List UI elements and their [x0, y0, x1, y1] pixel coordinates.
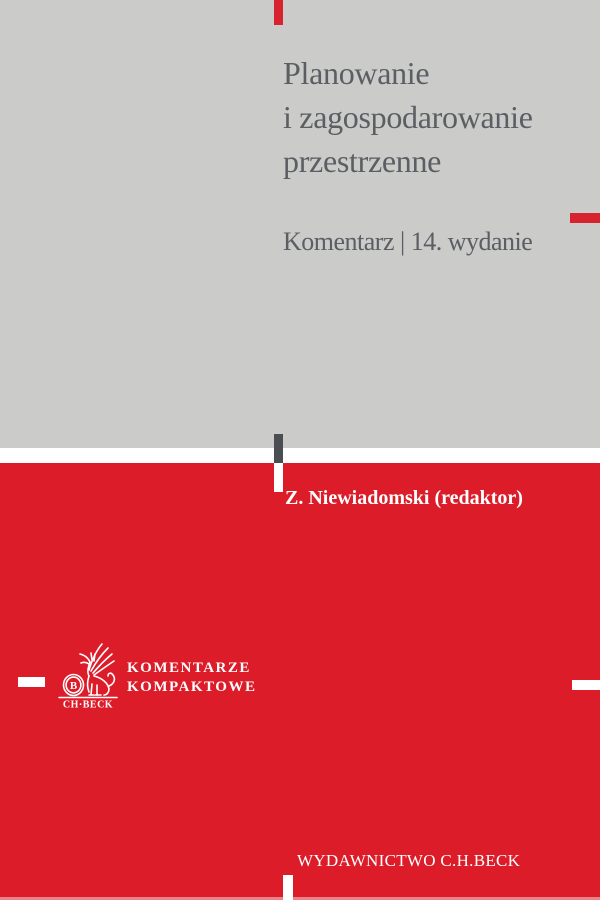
series-badge-line-2: KOMPAKTOWE: [127, 679, 257, 695]
book-title-line-2: i zagospodarowanie: [283, 99, 533, 135]
publisher-footer: WYDAWNICTWO C.H.BECK: [297, 851, 521, 870]
series-badge-line-1: KOMENTARZE: [127, 660, 251, 676]
divider-white-strip: [0, 448, 600, 463]
series-badge: [127, 659, 256, 697]
edition-subtitle: Komentarz | 14. wydanie: [283, 227, 533, 256]
logo-wordmark: CH·BECK: [62, 699, 114, 710]
griffin-icon: [80, 644, 114, 695]
center-divider-bar-white: [274, 463, 283, 492]
logo-monogram: B: [69, 680, 78, 692]
book-title: [283, 51, 533, 183]
chbeck-griffin-logo: [56, 640, 120, 710]
top-accent-bar: [274, 0, 283, 25]
right-edge-dash: [572, 680, 600, 690]
left-edge-dash: [18, 677, 45, 687]
right-accent-dash: [570, 213, 600, 223]
book-title-line-1: Planowanie: [283, 55, 430, 91]
center-divider-bar-dark: [274, 434, 283, 463]
book-title-line-3: przestrzenne: [283, 143, 442, 179]
author-line: Z. Niewiadomski (redaktor): [285, 487, 523, 509]
